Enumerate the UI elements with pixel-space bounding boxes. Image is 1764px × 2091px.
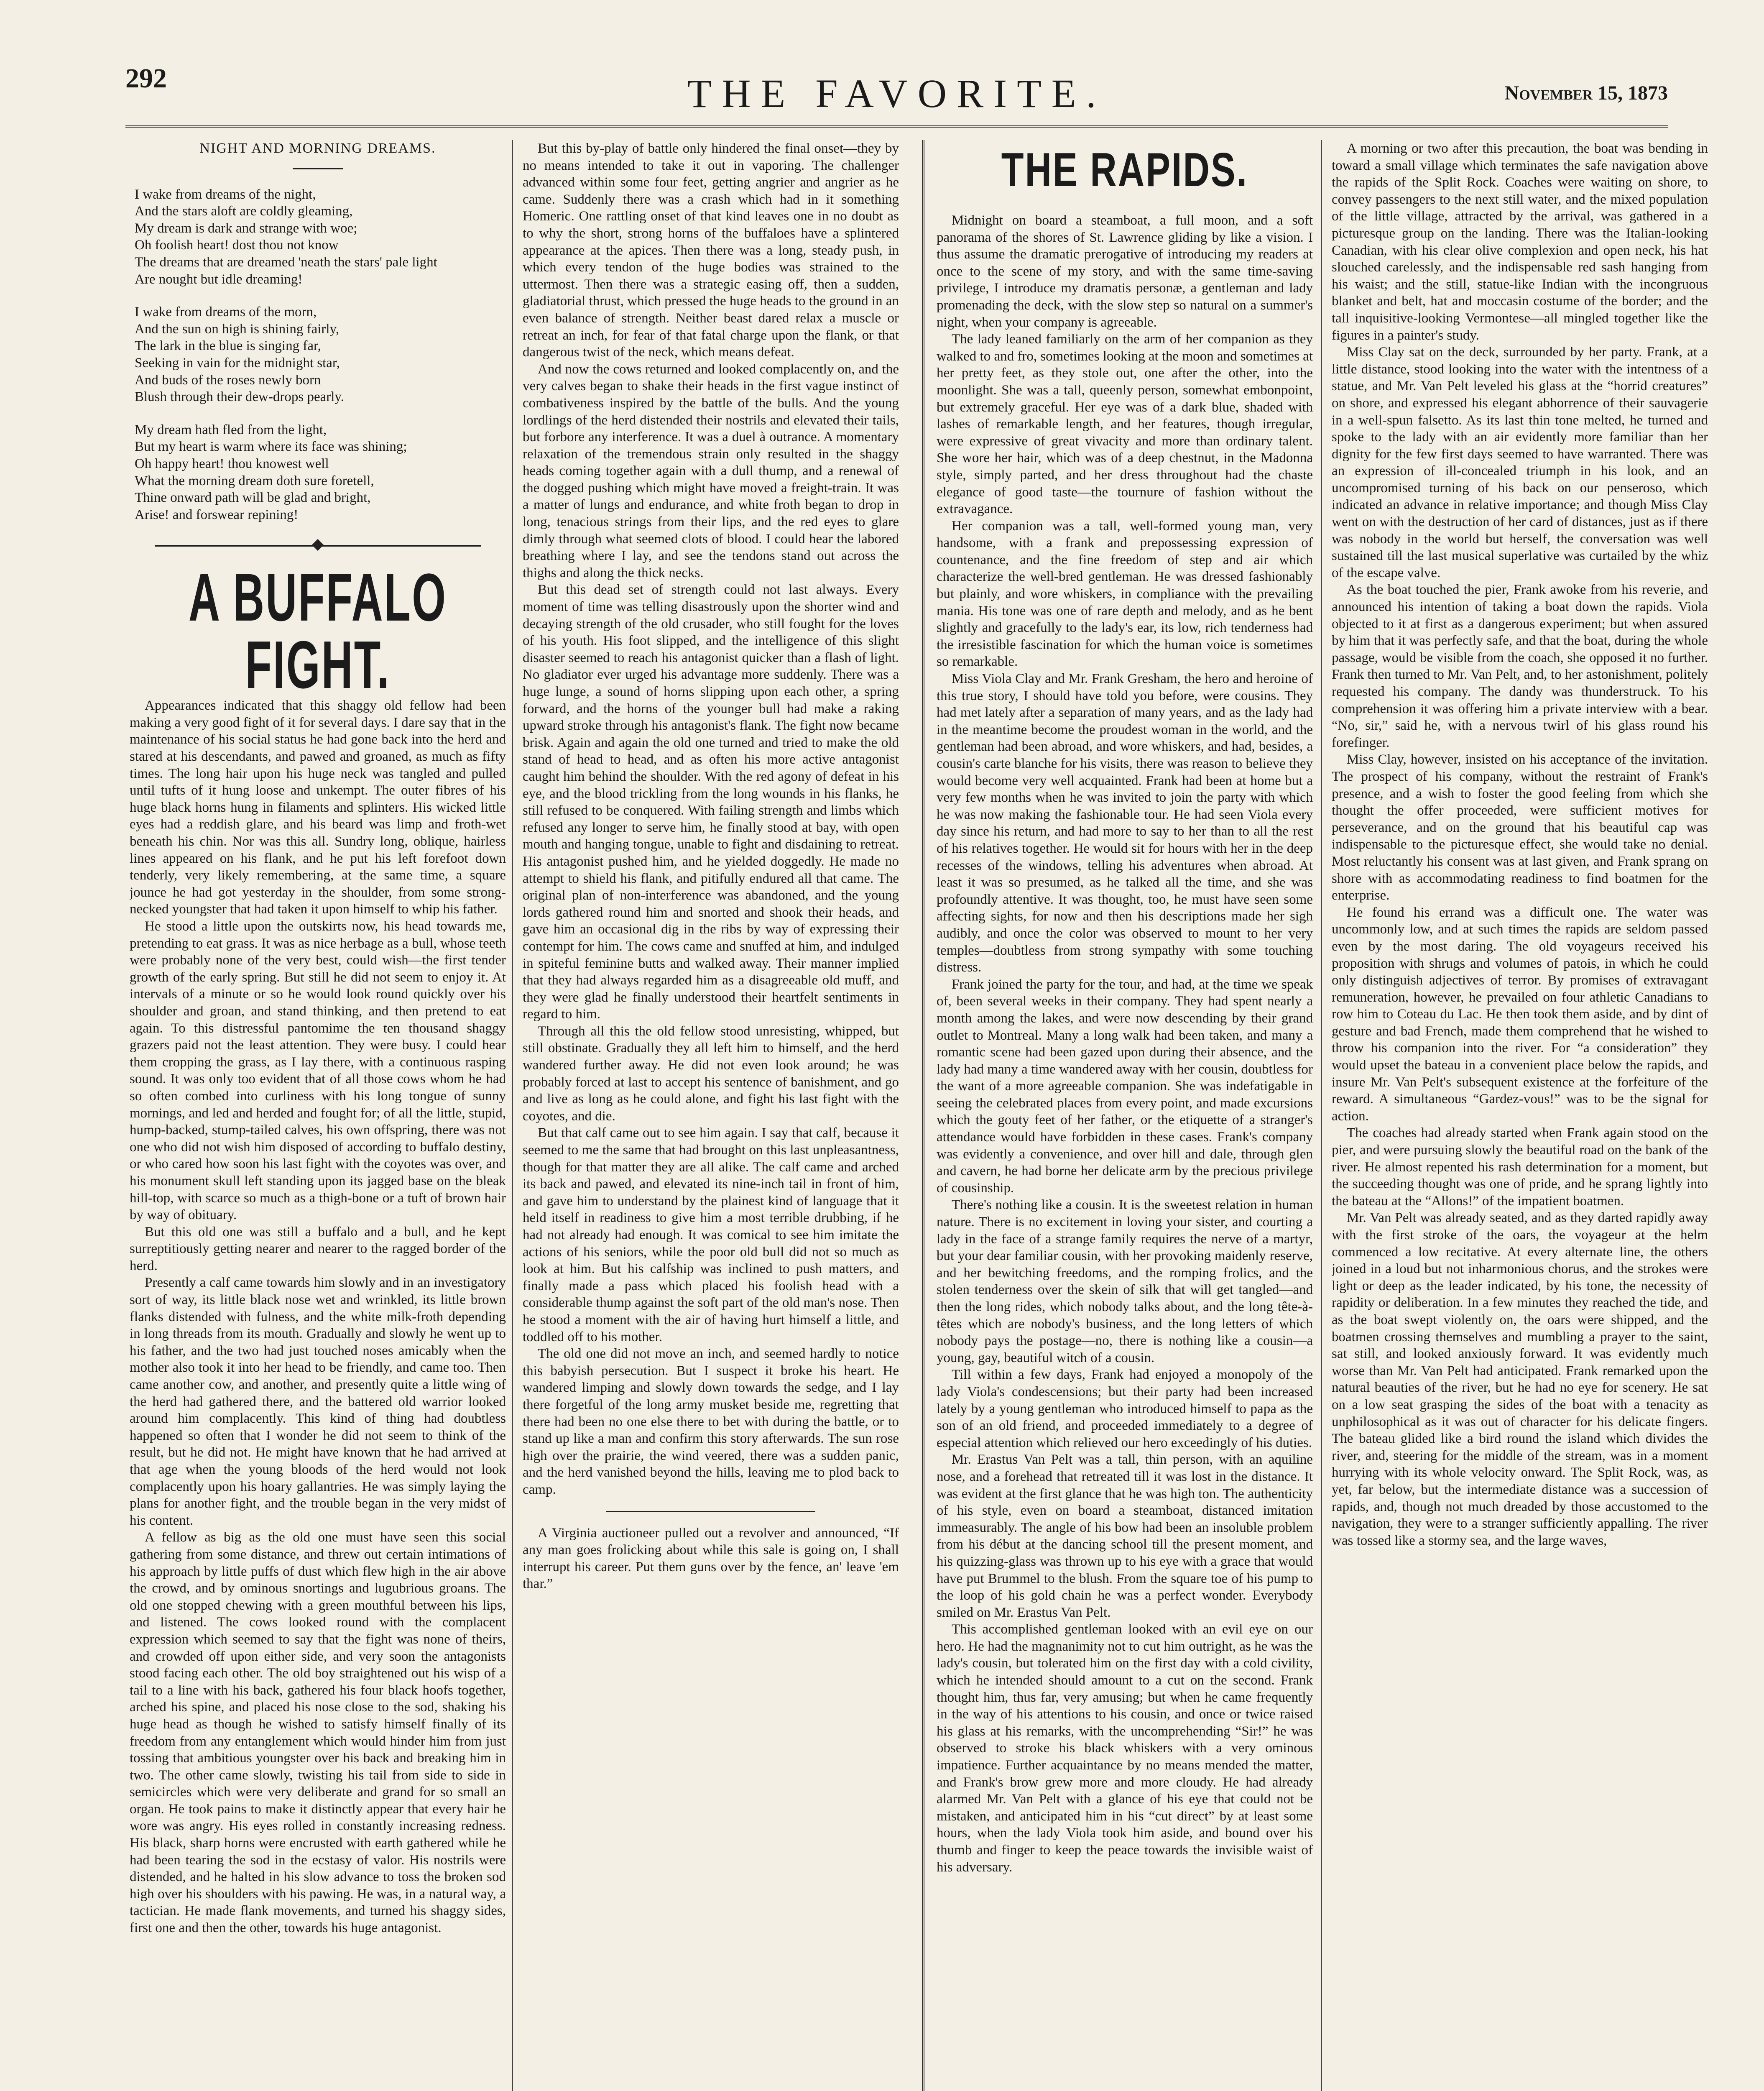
poem-line: My dream hath fled from the light, [135,422,327,437]
column-divider-double [922,140,924,2091]
poem-title: NIGHT AND MORNING DREAMS. [199,141,436,156]
poem-line: And buds of the roses newly born [135,372,321,388]
diamond-ornament-icon [312,539,324,551]
rapids-paragraph: Frank joined the party for the tour, and had, at the time we speak of, been several weeks in their company. They had spent nearly a month among the lakes, and were now descending by their grand outlet to Montreal. Many a long walk had been taken, and many a romantic scene had been gazed upon during their absence, and the lady had many a time wandered away with her cousin, doubtless for the want of a more agreeable companion. She was indefatigable in seeing the celebrated places from every point, and made excursions which the gouty feet of her father, or the etiquette of a stranger's attendance would have forbidden in these cases. Frank's company was evidently a convenience, and over hill and dale, through glen and cavern, he had borne her delicate arm by the precious privilege of cousinship. [937,976,1313,1196]
buffalo-paragraph: But that calf came out to see him again. I say that calf, because it seemed to me the same that had brought on this last unpleasantness, though for that matter they are all alike. The calf came and arched its back and pawed, and elevated its nine-inch tail in front of him, and gave him to understand by the plainest kind of language that it held itself in readiness to give him a most terrible drubbing, if he had not already had enough. It was comical to see him imitate the actions of his seniors, while the poor old bull did not so much as look at him. But his calfship was inclined to push matters, and finally made a pass which placed his foolish head with a considerable thump against the soft part of the old man's nose. Then he stood a moment with the air of having hurt himself a little, and toddled off to his mother. [523,1125,899,1345]
rapids-paragraph: He found his errand was a difficult one. The water was uncommonly low, and at such times the rapids are seldom passed even by the most daring. The old voyageurs received his proposition with shrugs and volumes of patois, in which he could only distinguish adjectives of terror. By promises of extravagant remuneration, however, he prevailed on four athletic Canadians to row him to Coteau du Lac. He then took them aside, and by dint of gesture and bad French, made them comprehend that he wished to throw his companion into the river. For “a consideration” they would upset the bateau in a convenient place below the rapids, and insure Mr. Van Pelt's subsequent existence at the forfeiture of the reward. A simultaneous “Gardez-vous!” was to be the signal for action. [1332,905,1708,1124]
ornament-divider [155,539,481,552]
poem-line: And the stars aloft are coldly gleaming, [135,204,353,219]
section-rule [606,1511,815,1512]
buffalo-paragraph: A fellow as big as the old one must have seen this social gathering from some distance, and threw out certain intimations of his approach by little puffs of dust which flew high in the air above the crowd, and by ominous snortings and lugubrious groans. The old one stopped chewing with a green mouthful between his lips, and listened. The cows looked round with the complacent expression which seemed to say that the fight was none of theirs, and crowded off upon either side, and very soon the antagonists stood facing each other. The old boy straightened out his wisp of a tail to a line with his back, gathered his four black hoofs together, arched his spine, and placed his nose close to the sod, shaking his huge head as though he wished to satisfy himself finally of its freedom from any entanglement which would hinder him from just tossing that ambitious youngster over his back and breaking him in two. The other came slowly, twisting his tail from side to side in semicircles which were very deliberate and grand for so small an organ. He took pains to make it distinctly appear that every hair he wore was angry. His eyes rolled in constantly increasing redness. His black, sharp horns were encrusted with earth gathered while he had been tearing the sod in the ecstasy of valor. His nostrils were distended, and he halted in his slow advance to toss the broken sod high over his shoulders with his pawing. He was, in a natural way, a tactician. He made flank movements, and turned his shaggy sides, first one and then the other, towards his huge antagonist. [130,1530,506,1936]
poem-body [130,186,506,524]
column-divider [1321,140,1322,2091]
poem-line: I wake from dreams of the night, [135,187,316,202]
rapids-paragraph: Mr. Van Pelt was already seated, and as they darted rapidly away with the first stroke of the oars, the voyageur at the helm commenced a low recitative. At every alternate line, the others joined in a loud but not inharmonious chorus, and the strokes were light or deep as the leader indicated, by his tone, the necessity of rapidity or deliberation. In a few minutes they reached the tide, and as the boat swept violently on, the oars were shipped, and the boatmen crossing themselves and mumbling a prayer to the saint, sat still, and looked anxiously forward. It was evidently much worse than Mr. Van Pelt had anticipated. Frank remarked upon the natural beauties of the river, but he had no eye for scenery. He sat on a low seat grasping the sides of the boat with a tenacity as unphilosophical as it was out of character for his delicate fingers. The bateau glided like a bird round the island which divides the river, and, steering for the middle of the stream, was in a moment hurrying with its whole velocity onward. The Split Rock, was, as yet, far below, but the intermediate distance was a succession of rapids, and, though not much dreaded by those accustomed to the navigation, they were to a stranger sufficiently appalling. The river was tossed like a stormy sea, and the large waves, [1332,1210,1708,1548]
poem-line: The lark in the blue is singing far, [135,338,321,354]
rapids-paragraph: There's nothing like a cousin. It is the sweetest relation in human nature. There is no excitement in loving your sister, and courting a lady in the face of a strange family requires the nerve of a martyr, but your dear familiar cousin, with her provoking maidenly reserve, and her bewitching freedoms, and the romping frolics, and the stolen tenderness over the skein of silk that will get tangled—and then the long rides, which nobody talks about, and the long tête-à-têtes which are nobody's business, and the long letters of which nobody pays the postage—no, there is nothing like a cousin—a young, gay, beautiful witch of a cousin. [937,1197,1313,1365]
poem-line: What the morning dream doth sure foretell, [135,473,374,488]
rapids-paragraph: Midnight on board a steamboat, a full moon, and a soft panorama of the shores of St. Lawrence gliding by like a vision. I thus assume the dramatic prerogative of introducing my readers at once to the scene of my story, and with the same time-saving privilege, I introduce my dramatis personæ, a gentleman and lady promenading the deck, with the slow step so natural on a summer's night, when your company is agreeable. [937,213,1313,330]
rapids-paragraph: The lady leaned familiarly on the arm of her companion as they walked to and fro, sometimes looking at the moon and sometimes at her pretty feet, as they stole out, one after the other, into the moonlight. She was a tall, queenly person, somewhat embonpoint, but extremely graceful. Her eye was of a dark blue, shaded with lashes of remarkable length, and her features, though irregular, were expressive of great vivacity and more than ordinary talent. She wore her hair, which was of a deep chestnut, in the Madonna style, simply parted, and her dress throughout had the chaste elegance of good taste—the tournure of fashion without the extravagance. [937,332,1313,517]
poem-line: Are nought but idle dreaming! [135,271,303,287]
column-2 [523,140,899,2091]
poem-line: I wake from dreams of the morn, [135,304,317,320]
issue-date: November 15, 1873 [1504,82,1668,104]
column-divider [512,140,513,2091]
buffalo-paragraph: But this old one was still a buffalo and a bull, and he kept surreptitiously getting nearer and nearer to the ragged border of the herd. [130,1224,506,1273]
poem-line: Oh happy heart! thou knowest well [135,456,329,471]
anecdote-paragraph: A Virginia auctioneer pulled out a revolver and announced, “If any man goes frolicking about while this sale is going on, I shall interrupt his career. Put them guns over by the fence, an' leave 'em thar.” [523,1525,899,1592]
rapids-paragraph: Her companion was a tall, well-formed young man, very handsome, with a frank and prepossessing expression of countenance, and the fine freedom of step and air which characterize the well-bred gentleman. He was dressed fashionably but plainly, and wore whiskers, in compliance with the prevailing mania. His tone was one of rare depth and melody, and as he bent slightly and gracefully to the lady's ear, its low, rich tenderness had the irresistible fascination for which the human voice is sometimes so remarkable. [937,518,1313,670]
header-rule [125,125,1668,128]
rapids-paragraph: Miss Clay sat on the deck, surrounded by her party. Frank, at a little distance, stood looking into the water with the intentness of a statue, and Mr. Van Pelt leveled his glass at the “horrid creatures” on shore, and expressed his elegant abhorrence of their sauvagerie in a well-spun falsetto. As its last thin tone melted, he turned and spoke to the lady with an air evidently more familiar than her dignity for the few first days seemed to have warranted. There was an expression of ill-concealed triumph in his look, and an uncompromised turning of his back on our penseroso, which indicated an advance in relative importance; and though Miss Clay went on with the destruction of her card of distances, just as if there was nobody in the world but herself, the conversation was well sustained till the last musical superlative was curtailed by the whiz of the escape valve. [1332,345,1708,580]
rapids-paragraph: Mr. Erastus Van Pelt was a tall, thin person, with an aquiline nose, and a forehead that retreated till it was lost in the distance. It was evident at the first glance that he was high ton. The authenticity of his style, even on board a steamboat, distanced imitation immeasurably. The angle of his bow had been an insoluble problem from his début at the dancing school till the present moment, and his quizzing-glass was thrown up to his eye with a grace that would have put Brummel to the blush. From the square toe of his pump to the loop of his gold chain he was a perfect wonder. Everybody smiled on Mr. Erastus Van Pelt. [937,1452,1313,1620]
rapids-paragraph: Till within a few days, Frank had enjoyed a monopoly of the lady Viola's condescensions; but their party had been increased lately by a young gentleman who introduced himself to papa as the son of an old friend, and proceeded immediately to a degree of especial attention which relieved our hero exceedingly of his duties. [937,1367,1313,1450]
rapids-paragraph: Miss Viola Clay and Mr. Frank Gresham, the hero and heroine of this true story, I should have told you before, were cousins. They had met lately after a separation of many years, and as the lady had in the meantime become the proudest woman in the world, and the gentleman had been abroad, and wore whiskers, and had, besides, a cousin's carte blanche for his visits, there was reason to believe they would become very well acquainted. Frank had been at home but a very few months when he was invited to join the party with which he was now making the fashionable tour. He had seen Viola every day since his return, and had more to say to her than to all the rest of his relatives together. He would sit for hours with her in the deep recesses of the windows, telling his adventures when abroad. At least it was so presumed, as he talked all the time, and she was profoundly attentive. It was thought, too, he must have seen some affecting sights, for now and then his descriptions made her sigh audibly, and once the color was observed to mount to her very temples—doubtless from strong sympathy with some touching distress. [937,671,1313,975]
masthead: THE FAVORITE. [687,71,1106,116]
rapids-paragraph: The coaches had already started when Frank again stood on the pier, and were pursuing slowly the beautiful road on the bank of the river. He almost repented his rash determination for a moment, but the succeeding thought was one of pride, and he sprang lightly into the bateau at the “Allons!” of the impatient boatmen. [1332,1125,1708,1209]
poem-line: The dreams that are dreamed 'neath the stars' pale light [135,254,437,270]
poem-stanza [135,422,506,524]
buffalo-paragraph: But this by-play of battle only hindered the final onset—they by no means intended to take it out in vaporing. The challenger advanced within some four feet, getting angrier and angrier as he came. Suddenly there was a crash which had in it something Homeric. One rattling onset of that kind leaves one in no doubt as to why the short, strong horns of the buffaloes have a splintered appearance at the apices. Then there was a long, steady push, in which every tendon of the huge bodies was strained to the uttermost. Then there was a strategic easing off, then a sudden, gladiatorial thrust, which pressed the huge heads to the ground in an even balance of strength. Neither beast dared relax a muscle or retreat an inch, for fear of that fatal charge upon the flank, or that dangerous twist of the neck, which means defeat. [523,141,899,360]
buffalo-story-title: A BUFFALO FIGHT. [188,560,447,703]
column-3 [937,140,1313,2091]
buffalo-paragraph: The old one did not move an inch, and seemed hardly to notice this babyish persecution. But I suspect it broke his heart. He wandered limping and slowly down towards the sedge, and I lay there forgetful of the long army musket beside me, regretting that there had been no one else there to bet with during the battle, or to stand up like a man and confirm this story afterwards. The sun rose high over the prairie, the wind veered, there was a sudden panic, and the herd vanished beyond the hills, leaving me to plod back to camp. [523,1346,899,1497]
page-header [125,63,1668,134]
poem-line: My dream is dark and strange with woe; [135,220,357,236]
buffalo-paragraph: He stood a little upon the outskirts now, his head towards me, pretending to eat grass. It was as nice herbage as a bull, whose teeth were probably none of the very best, could wish—the first tender growth of the early spring. But still he did not seem to enjoy it. At intervals of a minute or so he would look round quickly over his shoulder and groan, and stand thinking, and then pretend to eat again. To this distressful pantomime the ten thousand shaggy grazers paid not the least attention. They were busy. I could hear them cropping the grass, as I lay there, with a continuous rasping sound. It was only too evident that of all those cows whom he had so often combed into curliness with his long tongue of sunny mornings, and led and herded and fought for; of all the little, stupid, hump-backed, stump-tailed calves, his own offspring, there was not one who did not wish him disposed of according to buffalo destiny, or who cared how soon his last fight with the coyotes was over, and his monument skull left standing upon its jagged base on the bleak hill-top, with scarce so much as a thigh-bone or a tuft of brown hair by way of obituary. [130,919,506,1223]
rapids-paragraph: A morning or two after this precaution, the boat was bending in toward a small village which terminates the safe navigation above the rapids of the Split Rock. Coaches were waiting on shore, to convey passengers to the next still water, and the mixed population of the little village, attracted by the arrival, was gathered in a picturesque group on the landing. There was the Italian-looking Canadian, with his clear olive complexion and open neck, his hat slouched carelessly, and the indispensable red sash hanging from his waist; and the still, statue-like Indian with the incongruous blanket and belt, hat and moccasin costume of the border; and the tall inquisitive-looking Vermontese—all mingled together like the figures in a painter's study. [1332,141,1708,343]
buffalo-paragraph: Appearances indicated that this shaggy old fellow had been making a very good fight of it for several days. I dare say that in the maintenance of his social status he had gone back into the herd and stared at his descendants, and pawed and groaned, as much as fifty times. The long hair upon his huge neck was tangled and pulled until tufts of it hung loose and unkempt. The outer fibres of his huge black horns hung in filaments and splinters. His wicked little eyes had a reddish glare, and his beard was limp and froth-wet beneath his chin. Nor was this all. Sundry long, oblique, hairless lines appeared on his flank, and he put his left forefoot down tenderly, very likely remembering, at the same time, a square jounce he had got yesterday in the shoulder, from some strong-necked youngster that had taken it upon himself to whip his father. [130,698,506,917]
buffalo-paragraph: But this dead set of strength could not last always. Every moment of time was telling disastrously upon the shorter wind and decaying strength of the old crusader, who still fought for the loves of his youth. His foot slipped, and the intelligence of this slight disaster seemed to reach his antagonist quicker than a flash of light. No gladiator ever urged his advantage more suddenly. There was a huge lunge, a sound of horns slipping upon each other, a spring forward, and the horns of the younger bull had make a raking upward stroke through his antagonist's flank. The fight now became brisk. Again and again the old one turned and tried to make the old stand of head to head, and as often his more active antagonist caught him behind the shoulder. With the red agony of defeat in his eye, and the blood trickling from the long wounds in his flanks, he still refused to be conquered. With failing strength and limbs which refused any longer to serve him, he finally stood at bay, with open mouth and hanging tongue, unable to fight and disdaining to retreat. His antagonist pushed him, and he yielded doggedly. He made no attempt to shield his flank, and pitifully endured all that came. The original plan of non-interference was abandoned, and the young lords gathered round him and snorted and shook their heads, and gave him an occasional dig in the ribs by way of expressing their contempt for him. The cows came and snuffed at him, and indulged in spiteful feminine butts and walked away. Their manner implied that they had always regarded him as a disagreeable old muff, and they were glad he finally understood their heartfelt sentiments in regard to him. [523,582,899,1022]
buffalo-paragraph: Through all this the old fellow stood unresisting, whipped, but still obstinate. Gradually they all left him to himself, and the herd wandered further away. He did not even look around; he was probably forced at last to accept his sentence of banishment, and go and live as long as he could alone, and fight his last fight with the coyotes, and die. [523,1023,899,1124]
buffalo-paragraph: And now the cows returned and looked complacently on, and the very calves began to shake their heads in the first vague instinct of combativeness inspired by the battle of the bulls. And the young lordlings of the herd distended their nostrils and elevated their tails, but forbore any interference. It was a duel à outrance. A momentary relaxation of the tremendous strain only resulted in the shaggy heads coming together again with a dull thump, and a renewal of the dogged pushing which might have moved a freight-train. It was a matter of lungs and endurance, and white froth began to drop in long, tenacious strings from their lips, and the red eyes to glare dimly through what seemed clots of blood. I could hear the labored breathing where I lay, and see the tendons stand out across the thighs and along the thick necks. [523,361,899,580]
column-1 [130,140,506,2091]
rapids-paragraph: Miss Clay, however, insisted on his acceptance of the invitation. The prospect of his company, without the restraint of Frank's presence, and a wish to foster the good feeling from which she thought the offer proceeded, were sufficient motives for perseverance, and on the ground that his beautiful cap was indispensable to the picturesque effect, she would take no denial. Most reluctantly his consent was at last given, and Frank sprang on shore with as accommodating readiness to find boatmen for the enterprise. [1332,752,1708,903]
poem-line: Oh foolish heart! dost thou not know [135,238,339,253]
poem-line: Thine onward path will be glad and bright, [135,490,371,506]
page-number: 292 [125,63,167,94]
title-rule [293,168,343,169]
rapids-story-title: THE RAPIDS. [1001,143,1248,197]
buffalo-paragraph: Presently a calf came towards him slowly and in an investigatory sort of way, its little black nose wet and wrinkled, its little brown flanks distended with fulness, and the white milk-froth depending in long threads from its mouth. Gradually and slowly he went up to his father, and the two had just touched noses amicably when the mother also took it into her head to be friendly, and came too. Then came another cow, and another, and presently quite a little wing of the herd had gathered there, and the battered old warrior looked around him complacently. This kind of thing had doubtless happened so often that I wonder he did not seem to think of the result, but he did not. He might have known that he had arrived at that age when the young bloods of the herd would not look complacently upon his hoary gallantries. He was simply laying the plans for another fight, and the trouble began in the very midst of his content. [130,1275,506,1528]
column-4 [1332,140,1708,2091]
rapids-paragraph: This accomplished gentleman looked with an evil eye on our hero. He had the magnanimity not to cut him outright, as he was the lady's cousin, but tolerated him on the first day with a cold civility, which he intended should amount to a cut on the second. Frank thought him, thus far, very amusing; but when he came frequently in the way of his attentions to his cousin, and once or twice raised his glass at his remarks, with the uncomprehending “Sir!” he was observed to stroke his black whiskers with a very ominous impatience. Further acquaintance by no means mended the matter, and Frank's brow grew more and more cloudy. He had already alarmed Mr. Van Pelt with a glance of his eye that could not be mistaken, and anticipated him in his “cut direct” by at least some hours, when the lady Viola took him aside, and bound over his thumb and finger to keep the peace towards the invisible waist of his adversary. [937,1622,1313,1875]
poem-line: Arise! and forswear repining! [135,507,299,522]
rapids-paragraph: As the boat touched the pier, Frank awoke from his reverie, and announced his intention of taking a boat down the rapids. Viola objected to it at first as a dangerous experiment; but when assured by him that it was perfectly safe, and that the boat, during the whole passage, would be visible from the coach, she opposed it no further. Frank then turned to Mr. Van Pelt, and, to her astonishment, politely requested his company. The dandy was thunderstruck. To his comprehension it was offering him a private interview with a bear. “No, sir,” said he, with a nervous twirl of his glass round his forefinger. [1332,582,1708,750]
poem-line: And the sun on high is shining fairly, [135,321,340,337]
poem-line: Blush through their dew-drops pearly. [135,389,345,405]
poem-line: But my heart is warm where its face was shining; [135,439,407,455]
poem-stanza [135,186,506,288]
poem-stanza [135,304,506,406]
poem-line: Seeking in vain for the midnight star, [135,355,340,371]
